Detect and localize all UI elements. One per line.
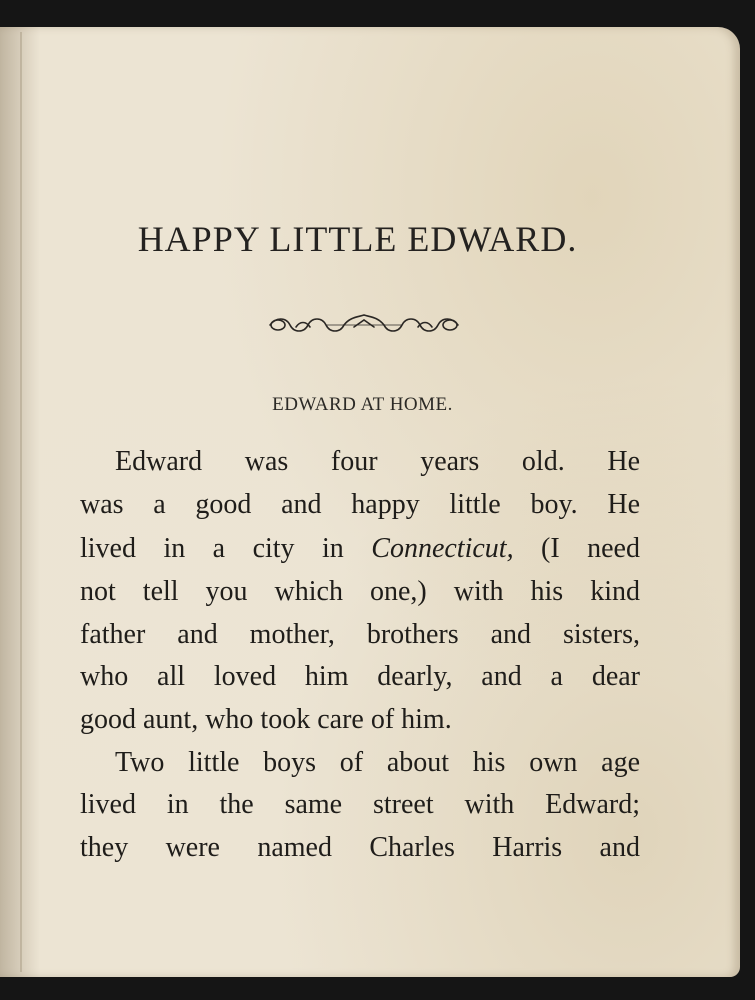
- paragraph2-line2: lived in the same street with Edward;: [80, 789, 640, 820]
- paragraph1-line1: Edward was four years old. He: [115, 446, 640, 477]
- section-heading: EDWARD AT HOME.: [272, 394, 453, 415]
- page-title: HAPPY LITTLE EDWARD.: [137, 219, 578, 259]
- paragraph1-line2: was a good and happy little boy. He: [80, 489, 640, 520]
- paragraph1-line3: [80, 532, 640, 566]
- paragraph1-line5: father and mother, brothers and sisters,: [80, 619, 640, 650]
- paragraph1-line7: good aunt, who took care of him.: [80, 704, 452, 735]
- paragraph2-line1: Two little boys of about his own age: [115, 747, 640, 778]
- paragraph1-line3-start: lived in a city in: [80, 533, 372, 564]
- paragraph1-line6: who all loved him dearly, and a dear: [80, 661, 640, 692]
- paragraph1-line3-italic: Connecticut,: [371, 533, 514, 564]
- paragraph1-line3-end: (I need: [513, 533, 640, 564]
- paragraph1-line4: not tell you which one,) with his kind: [80, 576, 640, 607]
- page-gutter-edge: [20, 32, 22, 972]
- decorative-scroll-ornament-icon: [266, 313, 462, 337]
- paragraph2-line3: they were named Charles Harris and: [80, 832, 640, 863]
